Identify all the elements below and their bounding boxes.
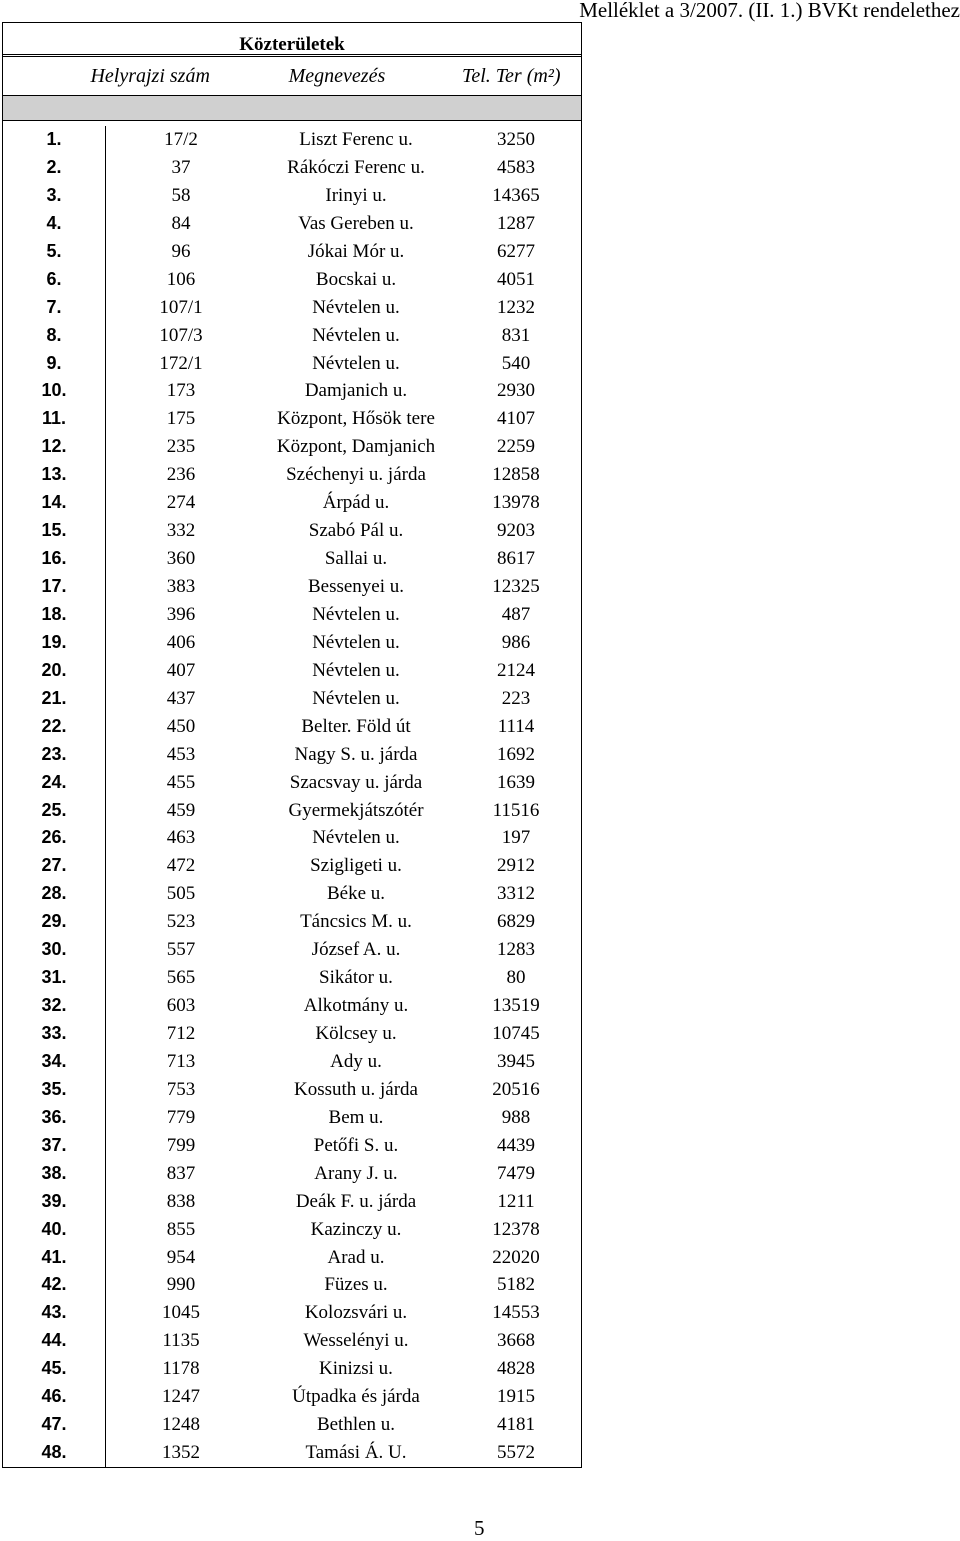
area-size: 10745 [492, 1023, 540, 1044]
area-size: 9203 [497, 520, 535, 542]
row-number: 41. [3, 1244, 106, 1272]
area-size: 4439 [497, 1134, 535, 1156]
table-row [3, 1383, 581, 1411]
area-name: Sikátor u. [319, 967, 393, 989]
table-row [3, 266, 581, 294]
area-size: 487 [501, 603, 531, 625]
header-parcel: Helyrajzi szám [90, 65, 210, 87]
table-row [3, 936, 581, 964]
row-number: 46. [3, 1383, 106, 1411]
header-shading [3, 95, 581, 121]
row-number: 6. [3, 266, 106, 294]
table-row [3, 880, 581, 908]
parcel-number: 332 [166, 520, 196, 542]
area-name: Sallai u. [324, 548, 388, 570]
table-header [3, 57, 581, 95]
parcel-number: 407 [166, 659, 196, 681]
parcel-number: 236 [166, 464, 196, 486]
row-number: 9. [3, 350, 106, 378]
table-row [3, 489, 581, 517]
area-size: 988 [501, 1106, 531, 1128]
table-row [3, 377, 581, 405]
area-name: Arany J. u. [314, 1162, 398, 1184]
table-body [3, 126, 581, 1467]
area-size: 12858 [492, 464, 540, 486]
parcel-number: 175 [166, 408, 196, 430]
area-name: Belter. Föld út [301, 715, 411, 737]
area-name: Damjanich u. [304, 380, 408, 402]
area-size: 13978 [492, 492, 540, 514]
area-name: Szabó Pál u. [308, 520, 404, 542]
parcel-number: 855 [166, 1218, 196, 1240]
table-row [3, 964, 581, 992]
table-row [3, 908, 581, 936]
row-number: 2. [3, 154, 106, 182]
area-size: 22020 [492, 1246, 540, 1268]
parcel-number: 1178 [162, 1358, 200, 1380]
table-row [3, 573, 581, 601]
area-size: 14553 [492, 1302, 540, 1324]
area-name: József A. u. [311, 939, 401, 961]
row-number: 42. [3, 1271, 106, 1299]
row-number: 8. [3, 322, 106, 350]
row-number: 36. [3, 1104, 106, 1132]
table-row [3, 182, 581, 210]
area-size: 2124 [497, 659, 535, 681]
row-number: 27. [3, 852, 106, 880]
row-number: 4. [3, 210, 106, 238]
parcel-number: 505 [166, 883, 196, 905]
area-size: 1639 [497, 771, 535, 793]
area-size: 3945 [497, 1050, 535, 1072]
table-row [3, 1216, 581, 1244]
row-number: 47. [3, 1411, 106, 1439]
table-row [3, 126, 581, 154]
row-number: 22. [3, 713, 106, 741]
parcel-number: 173 [166, 380, 196, 402]
area-size: 1915 [497, 1386, 535, 1408]
area-name: Rákóczi Ferenc u. [287, 156, 425, 178]
area-size: 4181 [497, 1414, 535, 1436]
area-size: 12325 [492, 576, 540, 597]
area-name: Névtelen u. [312, 687, 400, 709]
row-number: 11. [3, 405, 106, 433]
area-name: Táncsics M. u. [300, 911, 412, 933]
parcel-number: 799 [166, 1134, 196, 1156]
area-name: Nagy S. u. járda [294, 743, 418, 765]
row-number: 24. [3, 769, 106, 797]
parcel-number: 523 [166, 911, 196, 933]
table-row [3, 713, 581, 741]
public-areas-table [2, 22, 582, 1468]
area-name: Deák F. u. járda [295, 1190, 417, 1212]
area-name: Petőfi S. u. [313, 1134, 399, 1156]
row-number: 23. [3, 741, 106, 769]
parcel-number: 713 [166, 1050, 196, 1072]
table-row [3, 992, 581, 1020]
area-name: Béke u. [326, 883, 386, 905]
area-name: Gyermekjátszótér [288, 799, 424, 821]
area-name: Névtelen u. [312, 827, 400, 849]
area-name: Bessenyei u. [307, 576, 405, 597]
parcel-number: 837 [166, 1162, 196, 1184]
table-row [3, 1299, 581, 1327]
area-size: 4828 [497, 1358, 535, 1380]
parcel-number: 106 [166, 268, 196, 290]
parcel-number: 96 [171, 240, 191, 262]
area-name: Füzes u. [324, 1274, 388, 1296]
area-name: Wesselényi u. [303, 1330, 409, 1352]
row-number: 32. [3, 992, 106, 1020]
row-number: 1. [3, 126, 106, 154]
parcel-number: 1352 [162, 1442, 200, 1464]
parcel-number: 17/2 [164, 129, 198, 150]
area-size: 2930 [497, 380, 535, 402]
area-name: Kinizsi u. [319, 1358, 393, 1380]
row-number: 35. [3, 1076, 106, 1104]
row-number: 16. [3, 545, 106, 573]
table-row [3, 461, 581, 489]
area-size: 986 [501, 631, 531, 653]
parcel-number: 1135 [162, 1330, 200, 1352]
row-number: 5. [3, 238, 106, 266]
parcel-number: 990 [166, 1274, 196, 1296]
row-number: 7. [3, 294, 106, 322]
table-row [3, 238, 581, 266]
area-size: 2259 [497, 436, 535, 458]
area-name: Útpadka és járda [292, 1386, 420, 1408]
parcel-number: 1248 [162, 1414, 200, 1436]
parcel-number: 58 [171, 184, 191, 206]
row-number: 25. [3, 797, 106, 825]
area-name: Vas Gereben u. [298, 212, 414, 234]
header-area: Tel. Ter (m²) [462, 65, 561, 87]
area-name: Jókai Mór u. [307, 240, 405, 262]
area-name: Széchenyi u. járda [286, 464, 426, 486]
parcel-number: 274 [166, 492, 196, 514]
row-number: 10. [3, 377, 106, 405]
area-size: 1283 [497, 939, 535, 961]
row-number: 13. [3, 461, 106, 489]
table-row [3, 517, 581, 545]
table-row [3, 294, 581, 322]
area-size: 6277 [497, 240, 535, 262]
parcel-number: 84 [171, 212, 191, 234]
row-number: 33. [3, 1020, 106, 1048]
area-size: 1692 [497, 743, 535, 765]
area-name: Kazinczy u. [310, 1218, 402, 1240]
area-size: 1114 [497, 715, 535, 737]
row-number: 29. [3, 908, 106, 936]
area-name: Bem u. [328, 1106, 384, 1128]
area-size: 5182 [497, 1274, 535, 1296]
parcel-number: 557 [166, 939, 196, 961]
row-number: 39. [3, 1188, 106, 1216]
row-number: 15. [3, 517, 106, 545]
area-size: 2912 [497, 855, 535, 877]
table-row [3, 824, 581, 852]
row-number: 43. [3, 1299, 106, 1327]
table-row [3, 1271, 581, 1299]
parcel-number: 838 [166, 1190, 196, 1212]
area-size: 4051 [497, 268, 535, 290]
row-number: 28. [3, 880, 106, 908]
area-name: Szacsvay u. járda [289, 771, 423, 793]
area-size: 13519 [492, 995, 540, 1017]
row-number: 3. [3, 182, 106, 210]
table-row [3, 769, 581, 797]
table-row [3, 852, 581, 880]
parcel-number: 1247 [162, 1386, 200, 1408]
area-size: 8617 [497, 548, 535, 570]
area-name: Arad u. [327, 1246, 385, 1268]
area-size: 831 [501, 324, 531, 346]
parcel-number: 455 [166, 771, 196, 793]
row-number: 31. [3, 964, 106, 992]
area-size: 6829 [497, 911, 535, 933]
table-row [3, 1327, 581, 1355]
area-name: Névtelen u. [312, 296, 400, 318]
area-size: 7479 [497, 1162, 535, 1184]
table-row [3, 433, 581, 461]
parcel-number: 779 [166, 1106, 196, 1128]
table-row [3, 1132, 581, 1160]
parcel-number: 453 [166, 743, 196, 765]
parcel-number: 107/3 [159, 324, 203, 346]
table-row [3, 1188, 581, 1216]
table-row [3, 1104, 581, 1132]
parcel-number: 463 [166, 827, 196, 849]
area-name: Kolozsvári u. [304, 1302, 408, 1324]
area-name: Alkotmány u. [303, 995, 409, 1017]
parcel-number: 459 [166, 799, 196, 821]
row-number: 20. [3, 657, 106, 685]
area-name: Szigligeti u. [310, 855, 402, 877]
area-size: 1211 [497, 1190, 535, 1212]
parcel-number: 235 [166, 436, 196, 458]
area-size: 197 [501, 827, 531, 849]
area-name: Kossuth u. járda [293, 1078, 418, 1100]
parcel-number: 753 [166, 1078, 196, 1100]
area-size: 80 [506, 967, 526, 989]
table-row [3, 1048, 581, 1076]
parcel-number: 172/1 [159, 352, 203, 374]
table-row [3, 657, 581, 685]
area-size: 12378 [492, 1218, 540, 1240]
area-size: 1287 [497, 212, 535, 234]
area-size: 20516 [492, 1078, 540, 1100]
area-name: Tamási Á. U. [305, 1442, 407, 1464]
area-name: Névtelen u. [312, 659, 400, 681]
parcel-number: 1045 [162, 1302, 200, 1324]
row-number: 18. [3, 601, 106, 629]
area-size: 1232 [497, 296, 535, 318]
row-number: 45. [3, 1355, 106, 1383]
area-name: Liszt Ferenc u. [299, 129, 413, 150]
table-row [3, 350, 581, 378]
table-row [3, 601, 581, 629]
area-size: 3250 [497, 129, 535, 150]
area-size: 3668 [497, 1330, 535, 1352]
table-row [3, 1076, 581, 1104]
row-number: 34. [3, 1048, 106, 1076]
area-size: 11516 [492, 799, 540, 821]
area-name: Névtelen u. [312, 631, 400, 653]
parcel-number: 360 [166, 548, 196, 570]
page-number: 5 [474, 1516, 485, 1540]
area-size: 14365 [492, 184, 540, 206]
parcel-number: 396 [166, 603, 196, 625]
table-title: Közterületek [3, 23, 581, 57]
table-row [3, 741, 581, 769]
table-row [3, 1411, 581, 1439]
table-row [3, 154, 581, 182]
parcel-number: 406 [166, 631, 196, 653]
row-number: 30. [3, 936, 106, 964]
table-row [3, 1020, 581, 1048]
row-number: 40. [3, 1216, 106, 1244]
area-size: 223 [501, 687, 531, 709]
area-name: Kölcsey u. [315, 1023, 397, 1044]
table-row [3, 629, 581, 657]
table-row [3, 1244, 581, 1272]
parcel-number: 437 [166, 687, 196, 709]
row-number: 19. [3, 629, 106, 657]
area-name: Árpád u. [322, 492, 390, 514]
row-number: 44. [3, 1327, 106, 1355]
row-number: 12. [3, 433, 106, 461]
area-size: 4107 [497, 408, 535, 430]
parcel-number: 472 [166, 855, 196, 877]
table-row [3, 1355, 581, 1383]
area-name: Ady u. [330, 1050, 382, 1072]
parcel-number: 37 [171, 156, 191, 178]
table-row [3, 1160, 581, 1188]
row-number: 14. [3, 489, 106, 517]
header-name: Megnevezés [288, 65, 386, 87]
parcel-number: 712 [166, 1023, 196, 1044]
area-name: Bocskai u. [315, 268, 397, 290]
table-row [3, 405, 581, 433]
parcel-number: 383 [166, 576, 196, 597]
area-name: Központ, Hősök tere [277, 408, 435, 430]
area-name: Névtelen u. [312, 603, 400, 625]
area-name: Névtelen u. [312, 352, 400, 374]
row-number: 17. [3, 573, 106, 601]
parcel-number: 107/1 [159, 296, 203, 318]
parcel-number: 603 [166, 995, 196, 1017]
area-size: 4583 [497, 156, 535, 178]
parcel-number: 450 [166, 715, 196, 737]
parcel-number: 954 [166, 1246, 196, 1268]
parcel-number: 565 [166, 967, 196, 989]
row-number: 48. [3, 1439, 106, 1467]
area-name: Központ, Damjanich [276, 436, 436, 458]
row-number: 37. [3, 1132, 106, 1160]
area-size: 540 [501, 352, 531, 374]
area-size: 3312 [497, 883, 535, 905]
area-name: Bethlen u. [316, 1414, 396, 1436]
row-number: 21. [3, 685, 106, 713]
table-row [3, 545, 581, 573]
area-size: 5572 [497, 1442, 535, 1464]
table-row [3, 685, 581, 713]
row-number: 38. [3, 1160, 106, 1188]
table-row [3, 1439, 581, 1467]
table-row [3, 210, 581, 238]
table-row [3, 797, 581, 825]
row-number: 26. [3, 824, 106, 852]
table-row [3, 322, 581, 350]
area-name: Névtelen u. [312, 324, 400, 346]
annex-title: Melléklet a 3/2007. (II. 1.) BVKt rendelethez [579, 0, 960, 22]
area-name: Irinyi u. [325, 184, 387, 206]
